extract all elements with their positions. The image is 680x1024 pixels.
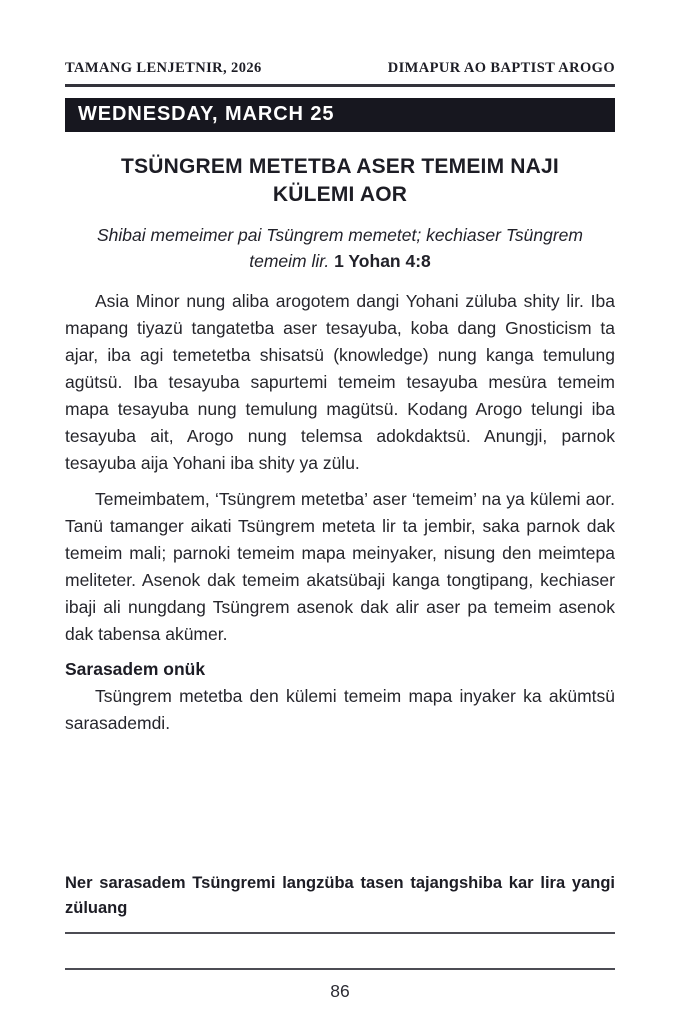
verse-reference: 1 Yohan 4:8 <box>334 251 431 271</box>
journal-prompt: Ner sarasadem Tsüngremi langzüba tasen tajangshiba kar lira yangi züluang <box>65 874 615 917</box>
section-heading: Sarasadem onük <box>65 659 206 679</box>
header-left-label: TAMANG LENJETNIR, 2026 <box>65 60 262 76</box>
page-title-line-1: TSÜNGREM METETBA ASER TEMEIM NAJI <box>121 155 559 178</box>
section-paragraph: Tsüngrem metetba den külemi temeim mapa inyaker ka akümtsü sarasademdi. <box>65 686 615 733</box>
page-title <box>65 153 615 209</box>
page-title-line-2: KÜLEMI AOR <box>272 183 408 206</box>
running-header <box>65 0 615 87</box>
date-banner <box>65 98 615 132</box>
body-paragraph-1: Asia Minor nung aliba arogotem dangi Yohani züluba shity lir. Iba mapang tiyazü tangatetba aser tesayuba, koba dang Gnosticism ta ajar, iba agi temetetba shisatsü (knowledge) nung kanga temulung agütsü. Iba tesayuba sapurtemi temeim tesayuba mesüra temeim mapa tesayuba nung temulung magütsü. Kodang Arogo telungi iba tesayuba ait, Arogo nung telemsa adokdaktsü. Anungji, parnok tesayuba aija Yohani iba shity ya zülu. <box>65 291 615 473</box>
date-banner-label: WEDNESDAY, MARCH 25 <box>78 103 335 125</box>
verse-text: Shibai memeimer pai Tsüngrem memetet; kechiaser Tsüngrem temeim lir. <box>97 225 583 271</box>
header-right-label: DIMAPUR AO BAPTIST AROGO <box>387 60 615 76</box>
body-paragraph-2: Temeimbatem, ‘Tsüngrem metetba’ aser ‘temeim’ na ya külemi aor. Tanü tamanger aikati Tsüngrem meteta lir ta jembir, saka parnok dak temeim mali; parnoki temeim mapa meinyaker, nisung den meimtepa meliteter. Asenok dak temeim akatsübaji kanga tongtipang, kechiaser ibaji ali nungdang Tsüngrem asenok dak alir aser pa temeim asenok dak tabensa akümer. <box>65 489 615 644</box>
page-number: 86 <box>330 981 350 1001</box>
writing-line-1 <box>65 932 615 934</box>
scripture-verse <box>70 222 610 274</box>
writing-line-2 <box>65 968 615 970</box>
